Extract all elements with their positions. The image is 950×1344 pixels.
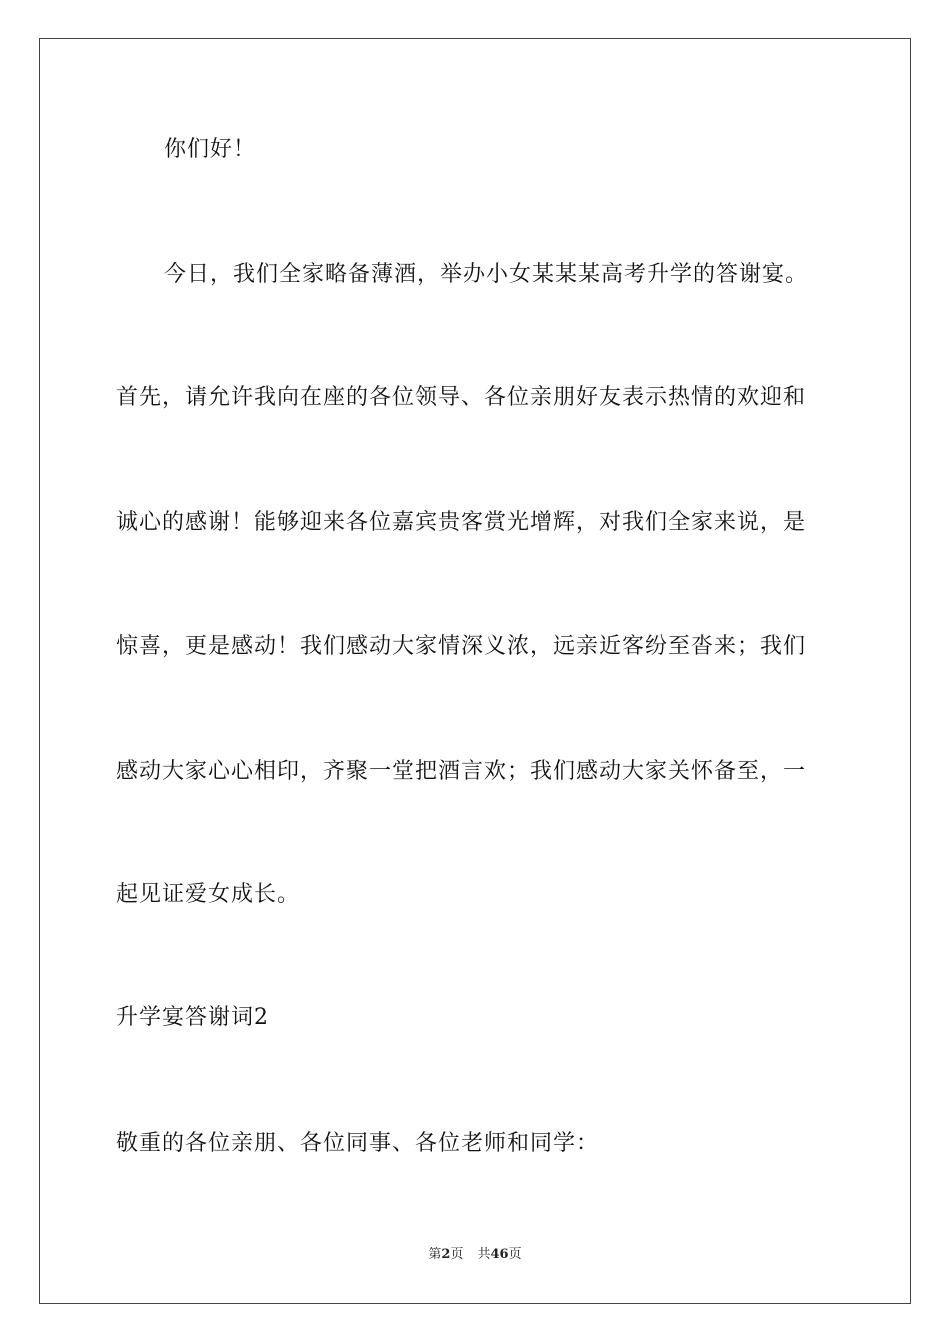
footer-prefix: 第 <box>428 1247 442 1262</box>
greeting-line: 你们好！ <box>164 137 257 162</box>
paragraph-line: 今日，我们全家略备薄酒，举办小女某某某高考升学的答谢宴。 <box>164 262 809 287</box>
paragraph-line: 惊喜，更是感动！我们感动大家情深义浓，远亲近客纷至沓来；我们 <box>116 634 807 659</box>
footer-total-suffix: 页 <box>508 1247 522 1262</box>
section-heading: 升学宴答谢词2 <box>116 1005 269 1030</box>
total-pages-number: 46 <box>490 1247 509 1262</box>
paragraph-line: 首先，请允许我向在座的各位领导、各位亲朋好友表示热情的欢迎和 <box>116 385 807 410</box>
footer-total-prefix: 共 <box>477 1247 491 1262</box>
paragraph-line: 起见证爱女成长。 <box>116 882 301 907</box>
paragraph-line: 感动大家心心相印，齐聚一堂把酒言欢；我们感动大家关怀备至，一 <box>116 759 807 784</box>
page-border <box>39 38 911 1304</box>
salutation-line: 敬重的各位亲朋、各位同事、各位老师和同学： <box>116 1131 600 1156</box>
paragraph-line: 诚心的感谢！能够迎来各位嘉宾贵客赏光增辉，对我们全家来说，是 <box>116 510 807 535</box>
footer-page-suffix: 页 <box>450 1247 464 1262</box>
page-footer <box>0 1246 950 1264</box>
current-page-number: 2 <box>441 1247 451 1262</box>
